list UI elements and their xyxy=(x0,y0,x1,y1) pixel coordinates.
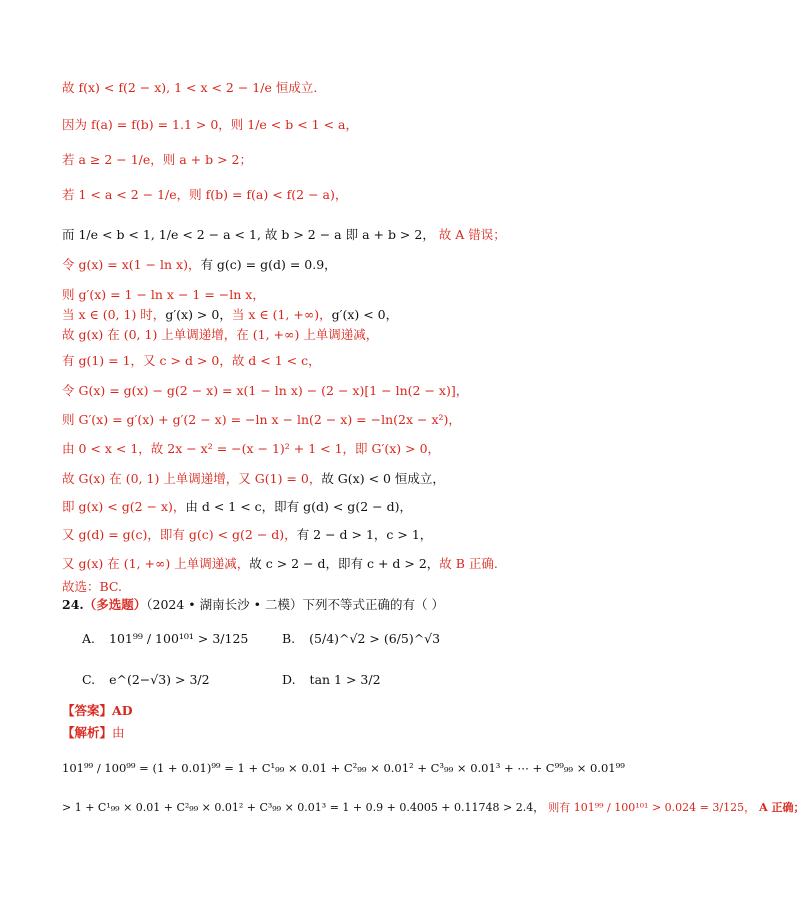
solution-line-segment: 又 g(d) = g(c)，即有 g(c) < g(2 − d)， xyxy=(62,527,297,542)
solution-line xyxy=(62,287,265,303)
solution-line-segment: 故 G(x) < 0 恒成立， xyxy=(321,471,445,486)
answer-value: AD xyxy=(112,703,133,718)
solution-line xyxy=(62,499,412,515)
solution-line xyxy=(62,227,506,243)
option-a xyxy=(82,631,248,646)
solution-line-segment: 由 d < 1 < c，即有 g(d) < g(2 − d)， xyxy=(185,499,412,514)
equation-2-conclusion: 则有 101⁹⁹ / 100¹⁰¹ > 0.024 = 3/125， xyxy=(548,801,756,814)
solution-line xyxy=(62,307,398,323)
solution-line-segment: 即 g(x) < g(2 − x)， xyxy=(62,499,186,514)
solution-line-segment: 故 A 错误； xyxy=(434,227,506,242)
option-d-label: D. xyxy=(282,672,296,687)
solution-line xyxy=(62,327,378,343)
option-a-label: A. xyxy=(82,631,96,646)
option-b-label: B. xyxy=(282,631,296,646)
solution-line xyxy=(62,187,347,203)
solution-line-segment: 故 g(x) 在 (0, 1) 上单调递增，在 (1, +∞) 上单调递减， xyxy=(62,327,379,342)
solution-line-segment: 则 g′(x) = 1 − ln x − 1 = −ln x， xyxy=(62,287,265,302)
solution-line xyxy=(62,527,432,543)
solution-line xyxy=(62,383,468,399)
solution-line-segment: 又 g(x) 在 (1, +∞) 上单调递减， xyxy=(62,556,250,571)
solution-line xyxy=(62,471,445,487)
analysis-label: 【解析】 xyxy=(62,725,113,740)
solution-line xyxy=(62,152,252,168)
option-b-text: (5/4)^√2 > (6/5)^√3 xyxy=(309,631,441,646)
option-c xyxy=(82,672,210,687)
solution-line-segment: 因为 f(a) = f(b) = 1.1 > 0，则 1/e < b < 1 < a， xyxy=(62,117,358,132)
option-d-text: tan 1 > 3/2 xyxy=(309,672,381,687)
solution-line-segment: 故选：BC. xyxy=(62,579,123,594)
option-d xyxy=(282,672,381,687)
solution-line-segment: 而 1/e < b < 1, 1/e < 2 − a < 1, 故 b > 2 − a 即 a + b > 2， xyxy=(62,227,435,242)
solution-line-segment: 由 0 < x < 1，故 2x − x² = −(x − 1)² + 1 < 1，即 G′(x) > 0， xyxy=(62,441,441,456)
question-stem: 下列不等式正确的有（ ） xyxy=(302,597,444,612)
option-c-label: C. xyxy=(82,672,96,687)
solution-line-segment: 则 G′(x) = g′(x) + g′(2 − x) = −ln x − ln(2 − x) = −ln(2x − x²)， xyxy=(62,412,461,427)
analysis-equation-2 xyxy=(62,800,804,816)
solution-line xyxy=(62,579,122,595)
solution-line-segment: 有 g(1) = 1，又 c > d > 0，故 d < 1 < c， xyxy=(62,353,321,368)
solution-line xyxy=(62,556,498,572)
answer-label: 【答案】 xyxy=(62,703,113,718)
analysis-equation-1 xyxy=(62,760,625,776)
option-c-text: e^(2−√3) > 3/2 xyxy=(109,672,210,687)
question-source: （2024 • 湖南长沙 • 二模） xyxy=(146,597,303,612)
solution-line xyxy=(62,80,317,96)
solution-line xyxy=(62,257,337,273)
solution-line-segment: 令 G(x) = g(x) − g(2 − x) = x(1 − ln x) − (2 − x)[1 − ln(2 − x)]， xyxy=(62,383,469,398)
option-b xyxy=(282,631,440,646)
solution-line-segment: 故 f(x) < f(2 − x), 1 < x < 2 − 1/e 恒成立. xyxy=(62,80,318,95)
equation-2-text: > 1 + C¹₉₉ × 0.01 + C²₉₉ × 0.01² + C³₉₉ × 0.01³ = 1 + 0.9 + 0.4005 + 0.11748 > 2.4， xyxy=(62,801,545,814)
solution-line-segment: 有 g(c) = g(d) = 0.9， xyxy=(200,257,337,272)
equation-1-text: 101⁹⁹ / 100⁹⁹ = (1 + 0.01)⁹⁹ = 1 + C¹₉₉ × 0.01 + C²₉₉ × 0.01² + C³₉₉ × 0.01³ + ⋯ + C⁹⁹₉₉ × 0.01⁹⁹ xyxy=(62,761,625,775)
question-type: （多选题） xyxy=(83,597,147,612)
solution-line xyxy=(62,117,358,133)
solution-line-segment: 当 x ∈ (0, 1) 时， xyxy=(62,307,166,322)
solution-line-segment: g′(x) > 0， xyxy=(165,307,232,322)
analysis-lead: 由 xyxy=(112,725,125,740)
question-header xyxy=(62,597,444,613)
analysis-line xyxy=(62,725,125,741)
solution-line-segment: 故 B 正确. xyxy=(439,556,498,571)
equation-2-verdict: A 正确； xyxy=(759,801,804,814)
solution-line-segment: 若 1 < a < 2 − 1/e，则 f(b) = f(a) < f(2 − a)， xyxy=(62,187,348,202)
option-a-text: 101⁹⁹ / 100¹⁰¹ > 3/125 xyxy=(109,631,249,646)
solution-line xyxy=(62,412,461,428)
solution-line-segment: 故 c > 2 − d，即有 c + d > 2， xyxy=(249,556,440,571)
solution-line-segment: 有 2 − d > 1，c > 1， xyxy=(296,527,433,542)
solution-line-segment: 若 a ≥ 2 − 1/e，则 a + b > 2； xyxy=(62,152,253,167)
solution-line-segment: g′(x) < 0， xyxy=(331,307,399,322)
solution-line-segment: 当 x ∈ (1, +∞)， xyxy=(231,307,332,322)
solution-line-segment: 故 G(x) 在 (0, 1) 上单调递增，又 G(1) = 0， xyxy=(62,471,322,486)
solution-line-segment: 令 g(x) = x(1 − ln x)， xyxy=(62,257,201,272)
solution-line xyxy=(62,441,440,457)
answer-line xyxy=(62,703,133,719)
question-number: 24. xyxy=(62,597,84,612)
solution-line xyxy=(62,353,321,369)
